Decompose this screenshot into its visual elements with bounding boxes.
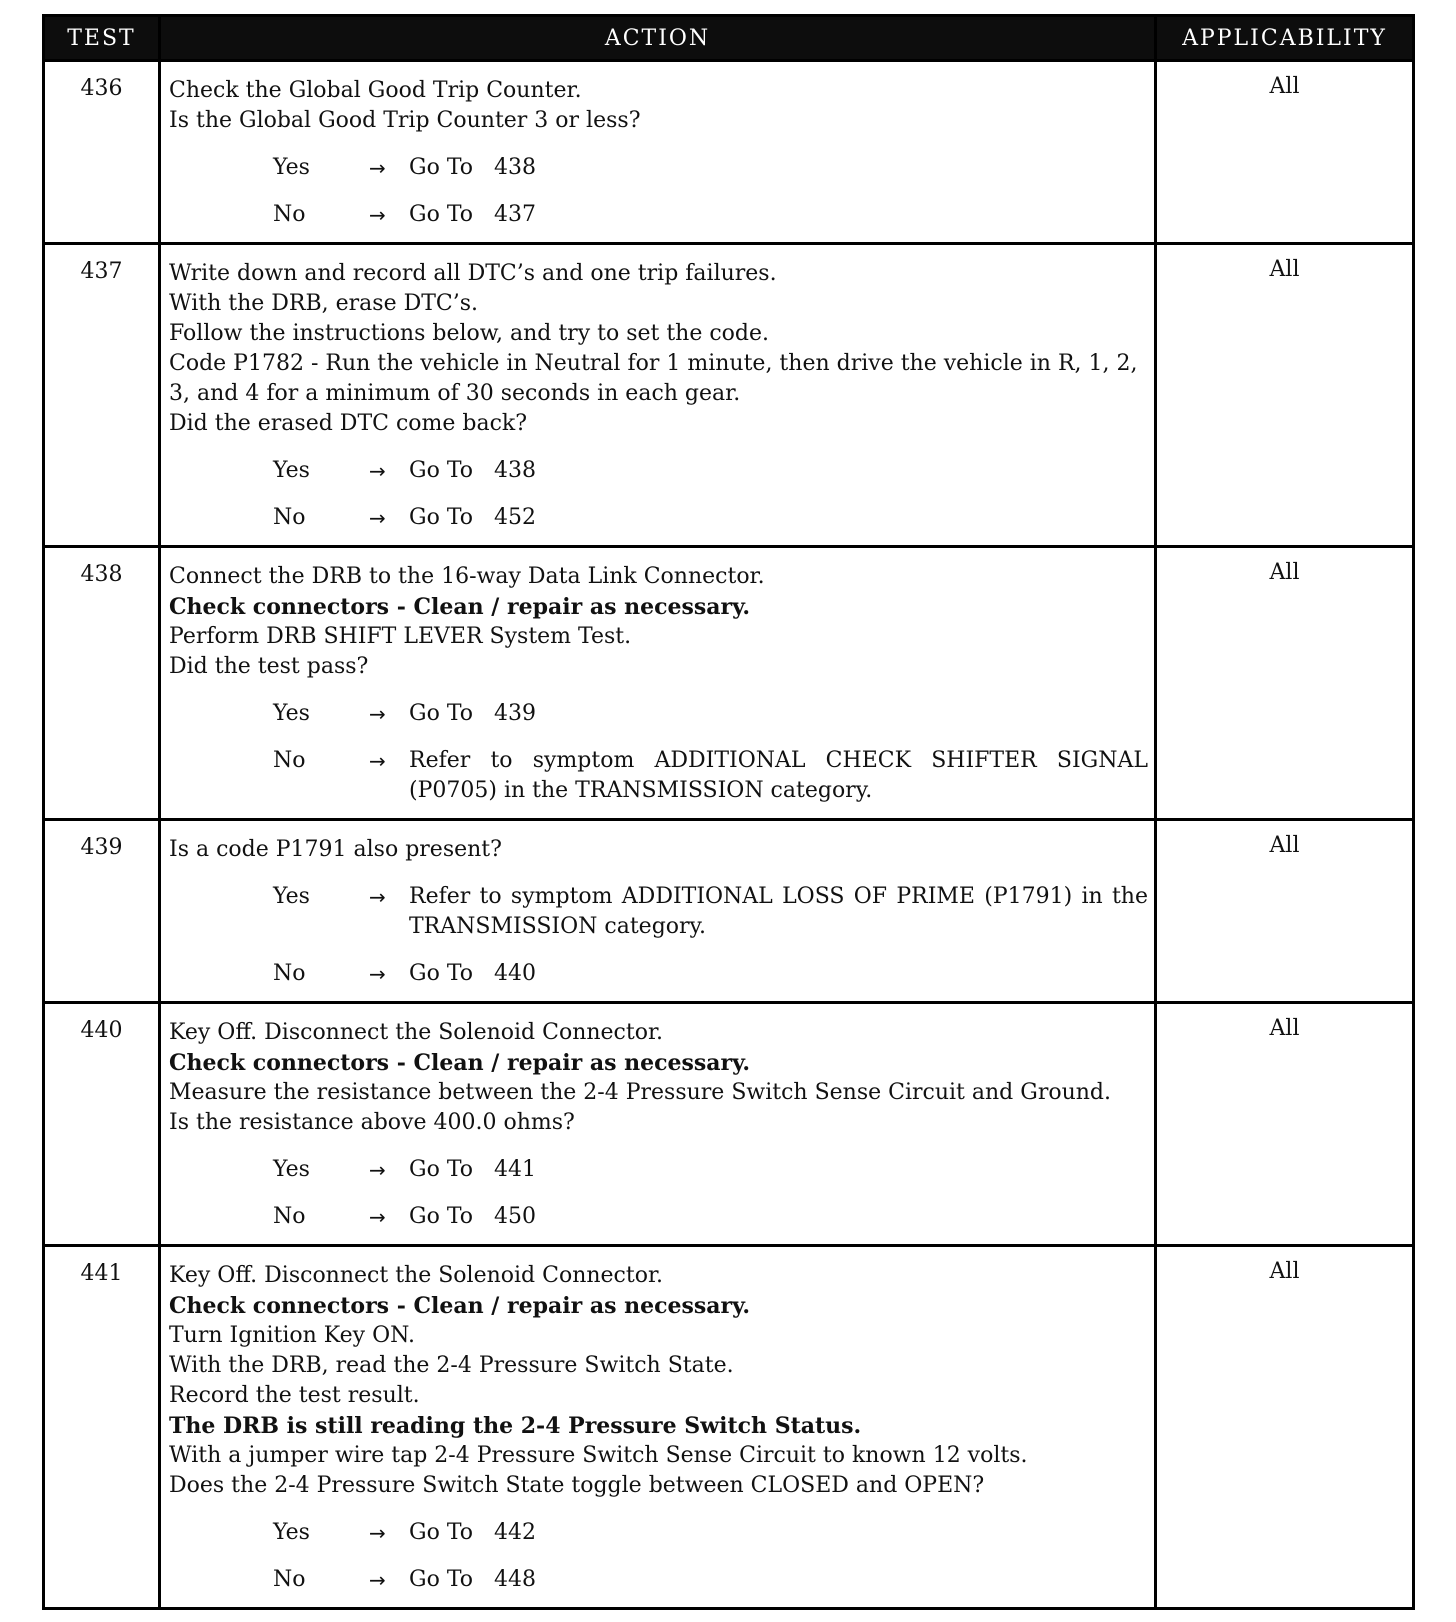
applicability-value: All bbox=[1156, 61, 1414, 244]
arrow-right-icon: → bbox=[369, 1521, 386, 1545]
action-instruction: Turn Ignition Key ON. bbox=[169, 1323, 415, 1348]
table-row bbox=[44, 547, 1414, 820]
action-instruction: With a jumper wire tap 2-4 Pressure Switch Sense Circuit to known 12 volts. bbox=[169, 1443, 1028, 1468]
action-instruction: With the DRB, erase DTC’s. bbox=[169, 291, 479, 316]
action-instruction: Does the 2-4 Pressure Switch State toggle between CLOSED and OPEN? bbox=[169, 1473, 985, 1498]
header-test: TEST bbox=[44, 16, 160, 61]
choice-no bbox=[169, 746, 1155, 806]
choice-destination: Go To 438 bbox=[409, 458, 536, 483]
action-instruction: Measure the resistance between the 2-4 Pressure Switch Sense Circuit and Ground. bbox=[169, 1080, 1112, 1105]
table-row bbox=[44, 1246, 1414, 1609]
action-instruction: Write down and record all DTC’s and one trip failures. bbox=[169, 261, 777, 286]
diagnostic-test-table-page bbox=[42, 14, 1412, 1610]
choice-answer: No bbox=[273, 961, 306, 986]
choice-yes bbox=[169, 1155, 1148, 1185]
arrow-right-icon: → bbox=[369, 885, 386, 909]
action-instruction: Follow the instructions below, and try to set the code. bbox=[169, 321, 770, 346]
choice-destination: Go To 450 bbox=[409, 1204, 536, 1229]
arrow-right-icon: → bbox=[369, 203, 386, 227]
applicability-value: All bbox=[1156, 244, 1414, 547]
action-instruction: Key Off. Disconnect the Solenoid Connector. bbox=[169, 1263, 664, 1288]
action-cell bbox=[160, 61, 1156, 244]
arrow-right-icon: → bbox=[369, 962, 386, 986]
choice-answer: No bbox=[273, 748, 306, 773]
applicability-value: All bbox=[1156, 1003, 1414, 1246]
diagnostic-test-table bbox=[42, 14, 1415, 1610]
choice-yes bbox=[169, 699, 1148, 729]
choice-yes bbox=[169, 1518, 1148, 1548]
choice-destination: Go To 438 bbox=[409, 155, 536, 180]
action-instruction: Connect the DRB to the 16-way Data Link Connector. bbox=[169, 564, 765, 589]
applicability-value: All bbox=[1156, 547, 1414, 820]
action-cell bbox=[160, 1003, 1156, 1246]
choice-yes bbox=[169, 153, 1148, 183]
choice-answer: No bbox=[273, 505, 306, 530]
choice-destination: Refer to symptom ADDITIONAL LOSS OF PRIME (P1791) in the TRANSMISSION category. bbox=[409, 884, 1155, 939]
choice-destination: Go To 442 bbox=[409, 1520, 536, 1545]
applicability-value: All bbox=[1156, 1246, 1414, 1609]
choice-destination: Go To 452 bbox=[409, 505, 536, 530]
action-instruction: Perform DRB SHIFT LEVER System Test. bbox=[169, 624, 632, 649]
action-instruction: Did the erased DTC come back? bbox=[169, 411, 528, 436]
action-instruction: Code P1782 - Run the vehicle in Neutral for 1 minute, then drive the vehicle in R, 1, 2, 3, and 4 for a minimum of 30 seconds in each gear. bbox=[169, 351, 1138, 406]
test-number: 441 bbox=[44, 1246, 160, 1609]
choice-no bbox=[169, 959, 1148, 989]
choice-destination: Go To 439 bbox=[409, 701, 536, 726]
choice-answer: Yes bbox=[273, 458, 310, 483]
action-note-bold: Check connectors - Clean / repair as necessary. bbox=[169, 1050, 751, 1076]
choice-destination: Go To 448 bbox=[409, 1567, 536, 1592]
test-number: 440 bbox=[44, 1003, 160, 1246]
action-cell bbox=[160, 244, 1156, 547]
choice-destination: Go To 437 bbox=[409, 202, 536, 227]
choice-answer: Yes bbox=[273, 701, 310, 726]
choice-no bbox=[169, 503, 1148, 533]
header-action: ACTION bbox=[160, 16, 1156, 61]
choice-answer: Yes bbox=[273, 884, 310, 909]
choice-destination: Refer to symptom ADDITIONAL CHECK SHIFTER SIGNAL (P0705) in the TRANSMISSION category. bbox=[409, 748, 1155, 803]
action-instruction: With the DRB, read the 2-4 Pressure Switch State. bbox=[169, 1353, 734, 1378]
choice-answer: No bbox=[273, 202, 306, 227]
choice-no bbox=[169, 1565, 1148, 1595]
table-body bbox=[44, 61, 1414, 1609]
action-instruction: Is a code P1791 also present? bbox=[169, 837, 502, 862]
action-note-bold: Check connectors - Clean / repair as necessary. bbox=[169, 1293, 751, 1319]
test-number: 439 bbox=[44, 820, 160, 1003]
choice-answer: Yes bbox=[273, 1157, 310, 1182]
table-header-row bbox=[44, 16, 1414, 61]
choice-answer: No bbox=[273, 1204, 306, 1229]
action-note-bold: The DRB is still reading the 2-4 Pressure Switch Status. bbox=[169, 1413, 862, 1439]
choice-answer: No bbox=[273, 1567, 306, 1592]
choice-yes bbox=[169, 456, 1148, 486]
choice-answer: Yes bbox=[273, 1520, 310, 1545]
table-row bbox=[44, 61, 1414, 244]
arrow-right-icon: → bbox=[369, 749, 386, 773]
arrow-right-icon: → bbox=[369, 156, 386, 180]
table-row bbox=[44, 244, 1414, 547]
action-instruction: Record the test result. bbox=[169, 1383, 420, 1408]
arrow-right-icon: → bbox=[369, 459, 386, 483]
arrow-right-icon: → bbox=[369, 1205, 386, 1229]
test-number: 438 bbox=[44, 547, 160, 820]
applicability-value: All bbox=[1156, 820, 1414, 1003]
action-cell bbox=[160, 1246, 1156, 1609]
header-applicability: APPLICABILITY bbox=[1156, 16, 1414, 61]
action-instruction: Is the resistance above 400.0 ohms? bbox=[169, 1110, 575, 1135]
choice-no bbox=[169, 1202, 1148, 1232]
action-instruction: Did the test pass? bbox=[169, 654, 369, 679]
arrow-right-icon: → bbox=[369, 1158, 386, 1182]
action-note-bold: Check connectors - Clean / repair as necessary. bbox=[169, 594, 751, 620]
table-row bbox=[44, 1003, 1414, 1246]
arrow-right-icon: → bbox=[369, 506, 386, 530]
table-row bbox=[44, 820, 1414, 1003]
choice-no bbox=[169, 200, 1148, 230]
action-cell bbox=[160, 820, 1156, 1003]
choice-yes bbox=[169, 882, 1155, 942]
test-number: 436 bbox=[44, 61, 160, 244]
choice-answer: Yes bbox=[273, 155, 310, 180]
action-instruction: Is the Global Good Trip Counter 3 or less? bbox=[169, 108, 641, 133]
choice-destination: Go To 440 bbox=[409, 961, 536, 986]
choice-destination: Go To 441 bbox=[409, 1157, 536, 1182]
arrow-right-icon: → bbox=[369, 702, 386, 726]
action-instruction: Check the Global Good Trip Counter. bbox=[169, 78, 582, 103]
test-number: 437 bbox=[44, 244, 160, 547]
action-cell bbox=[160, 547, 1156, 820]
arrow-right-icon: → bbox=[369, 1568, 386, 1592]
action-instruction: Key Off. Disconnect the Solenoid Connector. bbox=[169, 1020, 664, 1045]
